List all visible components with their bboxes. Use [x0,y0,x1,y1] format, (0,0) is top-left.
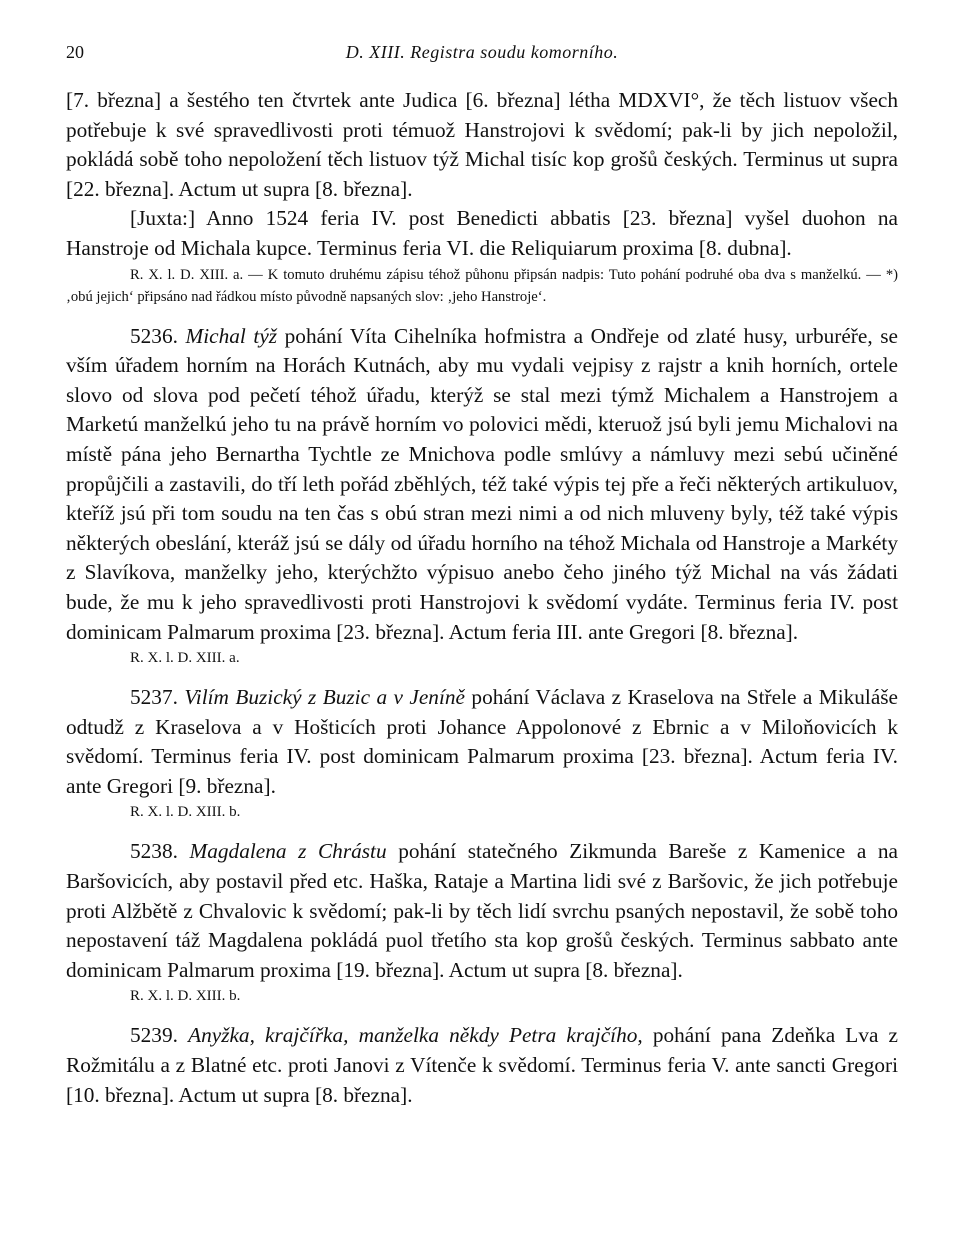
entry-5237 [66,683,898,801]
entry-5238 [66,837,898,985]
entry-5236 [66,322,898,648]
entry-signature: R. X. l. D. XIII. a. [130,650,240,667]
entry-text: pohání Víta Cihelníka hofmistra a Ondřeje od zlaté husy, urburéře, se vším úřadem horním na Horách Kutnách, aby mu vydali vejpisy z rajstr a knih horních, ortele slovo od slova pod pečetí téhož úřadu, kterýž se stal mezi týmž Michalem a Hanstrojem a Marketú manželkú jeho tu na právě horním vo polovici mědi, kteruož jsú byli jemu Michalovi na místě pána jeho Bernartha Tychtle ze Mnichova podle smlúvy a námluvy mezi sebú učiněné propůjčili a zastavili, do tří leth pořád zběhlých, též také výpis tej pře a řeči některých artikuluov, kteříž jsú při tom soudu na ten čas s obú stran mezi nimi a od nich mluveny byly, též také výpis některých obeslání, kteráž jsú se dály od úřadu horního na téhož Michala od Hanstroje a Markéty z Slavíkova, manželky jeho, kterýchžto výpisuo anebo čeho jiného týž Michal na vás žádati bude, že mu k jeho spravedlivosti proti Hanstrojovi k svědomí vydáte. Terminus feria IV. post dominicam Palmarum proxima [23. března]. Actum feria III. ante Gregori [8. března]. [66,323,898,644]
entry-text: pohání pana Zdeňka Lva z Rožmitálu a z Blatné etc. proti Janovi z Vítenče k svědomí. Terminus feria V. ante sancti Gregori [10. března]. Actum ut supra [8. března]. [66,1023,899,1107]
entry-name: Anyžka, krajčířka, manželka někdy Petra krajčího, [188,1023,643,1048]
entry-name: Michal týž [185,323,278,348]
entry-5239 [66,1021,898,1110]
editorial-note: R. X. l. D. XIII. a. — K tomuto druhému zápisu téhož půhonu připsán nadpis: Tuto pohání podruhé oba dva s manželkú. — *) ‚obú jejich‘ připsáno nad řádkou místo původně napsaných slov: ‚jeho Hanstroje‘. [66,266,898,305]
entry-name: Vilím Buzický z Buzic a v Jeníně [184,685,465,710]
entry-signature: R. X. l. D. XIII. b. [130,804,241,821]
running-head [66,38,898,68]
entry-number: 5236. [130,323,178,348]
entry-signature: R. X. l. D. XIII. b. [130,988,241,1005]
paragraph-continued: [7. března] a šestého ten čtvrtek ante Judica [6. března] létha MDXVI°, že těch listuov všech potřebuje k své spravedlivosti proti témuož Hanstrojovi k svědomí; pak-li by jich nepoložil, pokládá sobě toho nepoložení těch listuov týž Michal tisíc kop grošů českých. Terminus ut supra [22. března]. Actum ut supra [8. března]. [66,88,898,201]
entry-text: pohání Václava z Kraselova na Střele a Mikuláše odtudž z Kraselova a v Hošticích proti Johance Appolonové z Ebrnic a v Miloňovicích k svědomí. Terminus feria IV. post dominicam Palmarum proxima [23. března]. Actum feria IV. ante Gregori [9. března]. [66,685,899,798]
page-number: 20 [66,42,84,62]
paragraph-juxta: [Juxta:] Anno 1524 feria IV. post Benedicti abbatis [23. března] vyšel duohon na Hanstroje od Michala kupce. Terminus feria VI. die Reliquiarum proxima [8. dubna]. [66,206,898,260]
entry-number: 5238. [130,839,178,864]
entry-number: 5239. [130,1023,178,1048]
entry-name: Magdalena z Chrástu [189,839,387,864]
entry-number: 5237. [130,685,178,710]
running-head-title: D. XIII. Registra soudu komorního. [345,42,619,62]
entry-text: pohání statečného Zikmunda Bareše z Kamenice a na Baršovicích, aby postavil před etc. Haška, Rataje a Martina lidi své z Baršovic, že jich potřebuje proti Alžbětě z Chvalovic k svědomí; pak-li by těch lidí svrchu psaných nepostavil, že sobě toho nepostavení táž Magdalena pokládá puol třetího sta kop grošů českých. Terminus sabbato ante dominicam Palmarum proxima [19. března]. Actum ut supra [8. března]. [66,839,898,982]
